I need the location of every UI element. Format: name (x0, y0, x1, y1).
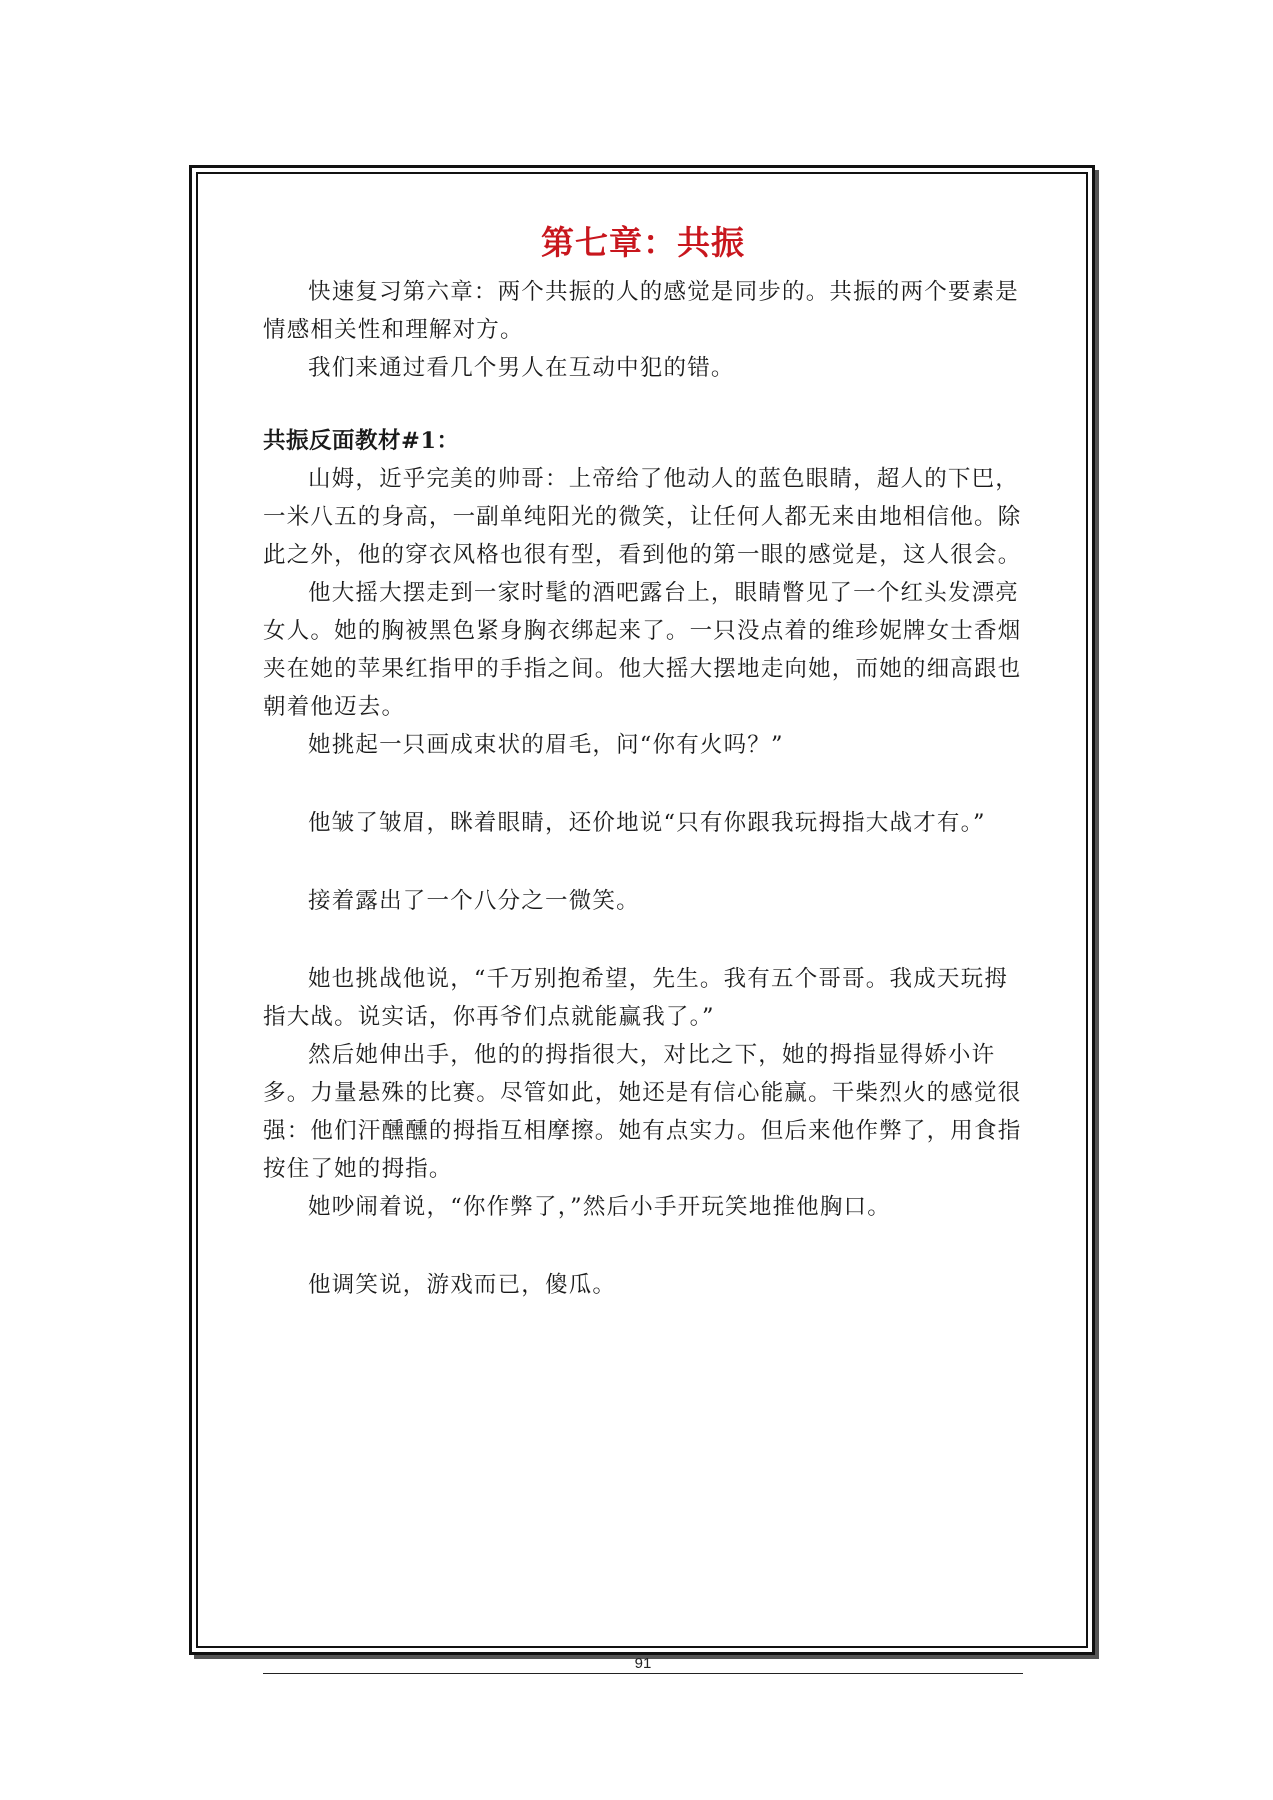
page-footer (263, 1657, 1023, 1677)
section-heading: 共振反面教材#1： (263, 428, 460, 454)
page-content (263, 205, 1023, 1304)
intro-paragraph: 我们来通过看几个男人在互动中犯的错。 (308, 355, 735, 381)
story-paragraph: 他大摇大摆走到一家时髦的酒吧露台上，眼睛瞥见了一个红头发漂亮女人。她的胸被黑色紧身胸衣绑起来了。一只没点着的维珍妮牌女士香烟夹在她的苹果红指甲的手指之间。他大摇大摆地走向她，而她的细高跟也朝着他迈去。 (263, 580, 1022, 720)
chapter-title: 第七章：共振 (541, 223, 745, 262)
summary-paragraph: 快速复习第六章：两个共振的人的感觉是同步的。共振的两个要素是情感相关性和理解对方。 (263, 279, 1020, 343)
footer-rule (263, 1673, 1023, 1674)
story-paragraph: 她挑起一只画成束状的眉毛，问“你有火吗？” (308, 732, 784, 758)
page-border-shadow-right (1095, 170, 1099, 1658)
page-number: 91 (634, 1655, 652, 1672)
story-paragraph: 山姆，近乎完美的帅哥：上帝给了他动人的蓝色眼睛，超人的下巴，一米八五的身高，一副单纯阳光的微笑，让任何人都无来由地相信他。除此之外，他的穿衣风格也很有型，看到他的第一眼的感觉是，这人很会。 (263, 466, 1022, 568)
story-paragraph: 然后她伸出手，他的的拇指很大，对比之下，她的拇指显得娇小许多。力量悬殊的比赛。尽管如此，她还是有信心能赢。干柴烈火的感觉很强：他们汗醺醺的拇指互相摩擦。她有点实力。但后来他作弊了，用食指按住了她的拇指。 (263, 1042, 1022, 1182)
story-paragraph: 接着露出了一个八分之一微笑。 (308, 888, 640, 914)
story-paragraph: 他皱了皱眉，眯着眼睛，还价地说“只有你跟我玩拇指大战才有。” (308, 810, 986, 836)
story-paragraph: 她也挑战他说，“千万别抱希望，先生。我有五个哥哥。我成天玩拇指大战。说实话，你再爷们点就能赢我了。” (263, 966, 1009, 1030)
story-paragraph: 他调笑说，游戏而已，傻瓜。 (308, 1272, 617, 1298)
story-paragraph: 她吵闹着说，“你作弊了，”然后小手开玩笑地推他胸口。 (308, 1194, 891, 1220)
